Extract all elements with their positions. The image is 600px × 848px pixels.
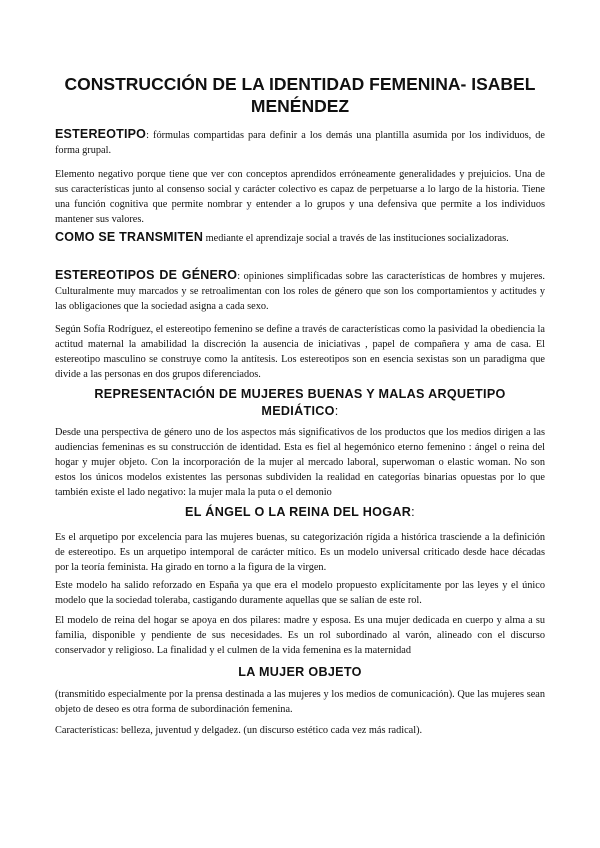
document-title: CONSTRUCCIÓN DE LA IDENTIDAD FEMENINA- ISABEL MENÉNDEZ: [64, 74, 536, 116]
paragraph-caracteristicas: Características: belleza, juventud y delgadez. (un discurso estético cada vez más radical).: [55, 725, 423, 736]
definition-estereotipo: : fórmulas compartidas para definir a los demás una plantilla asumida por los individuos, de forma grupal.: [55, 130, 545, 156]
paragraph-estereotipos-genero: [55, 268, 545, 314]
heading-angel-reina-text: EL ÁNGEL O LA REINA DEL HOGAR: [185, 505, 412, 519]
paragraph-espana: Este modelo ha salido reforzado en España ya que era el modelo propuesto explícitamente por las leyes y el único modelo que la sociedad toleraba, castigando duramente aquellas que se salían de este rol.: [55, 580, 545, 606]
heading-representacion: [55, 386, 545, 420]
term-estereotipos-genero: ESTEREOTIPOS DE GÉNERO: [55, 268, 238, 282]
term-como-se-transmiten: COMO SE TRANSMITEN: [55, 230, 204, 244]
paragraph-sofia-rodriguez: Según Sofía Rodríguez, el estereotipo femenino se define a través de características como la pasividad la obediencia la actitud maternal la amabilidad la discreción la ausencia de iniciativas , papel de compañera y ama de casa. El estereotipo masculino se construye como la antítesis. Los estereotipos son en esencia sexistas son un paradigma que divide a las personas en dos grupos diferenciados.: [55, 324, 545, 380]
paragraph-elemento-negativo: Elemento negativo porque tiene que ver con conceptos aprendidos erróneamente generalidades y prejuicios. Una de sus características junto al consenso social y carácter colectivo es capaz de perpetuarse a lo largo de la historia. Tiene una función cognitiva que permite nombrar y entender a lo grupos y una defensiva que permite a los individuos mantener sus valores.: [55, 169, 545, 225]
paragraph-estereotipo: [55, 127, 545, 158]
heading-angel-reina-colon: :: [411, 505, 415, 519]
heading-representacion-text: REPRESENTACIÓN DE MUJERES BUENAS Y MALAS ARQUETIPO MEDIÁTICO: [94, 387, 506, 418]
paragraph-prensa: (transmitido especialmente por la prensa destinada a las mujeres y los medios de comunicación). Que las mujeres sean objeto de deseo es otra forma de subordinación femenina.: [55, 689, 545, 715]
term-estereotipo: ESTEREOTIPO: [55, 127, 147, 141]
paragraph-reina-hogar: El modelo de reina del hogar se apoya en dos pilares: madre y esposa. Es una mujer dedicada en cuerpo y alma a su familia, disponible y pendiente de sus necesidades. Es un rol subordinado al varón, alineado con el discurso conservador y religioso. La finalidad y el culmen de la vida femenina es la maternidad: [55, 615, 545, 656]
heading-representacion-colon: :: [334, 404, 339, 418]
paragraph-arquetipo: Es el arquetipo por excelencia para las mujeres buenas, su categorización rígida a histórica trasciende a la definición de estereotipo. Es un arquetipo intemporal de carácter mítico. Es un modelo universal criticado desde hace décadas por la teoría feminista. Ha girado en torno a la figura de la virgen.: [55, 532, 545, 573]
heading-angel-reina: [55, 504, 545, 521]
definition-como-se-transmiten: mediante el aprendizaje social a través de las instituciones socializadoras.: [203, 233, 509, 244]
paragraph-como-se-transmiten: [55, 230, 545, 246]
paragraph-perspectiva-genero: Desde una perspectiva de género uno de los aspectos más significativos de los productos que los medios dirigen a las audiencias femeninas es su construcción de identidad. Esta es fiel al hegemónico eterno femenino : ángel o reina del hogar y mujer objeto. Con la incorporación de la mujer al mercado laboral, superwoman o elastic woman. No son estos los únicos modelos existentes las personas subdividen la realidad en categorías binarias opuestas por lo que también existe el lado negativo: la mujer mala la puta o el demonio: [55, 427, 545, 498]
heading-mujer-objeto: LA MUJER OBJETO: [238, 665, 362, 679]
definition-estereotipos-genero: : opiniones simplificadas sobre las características de hombres y mujeres. Culturalmente muy marcados y se retroalimentan con los roles de género que son los comportamientos y actitudes y las obligaciones que la sociedad asigna a cada sexo.: [55, 271, 545, 312]
